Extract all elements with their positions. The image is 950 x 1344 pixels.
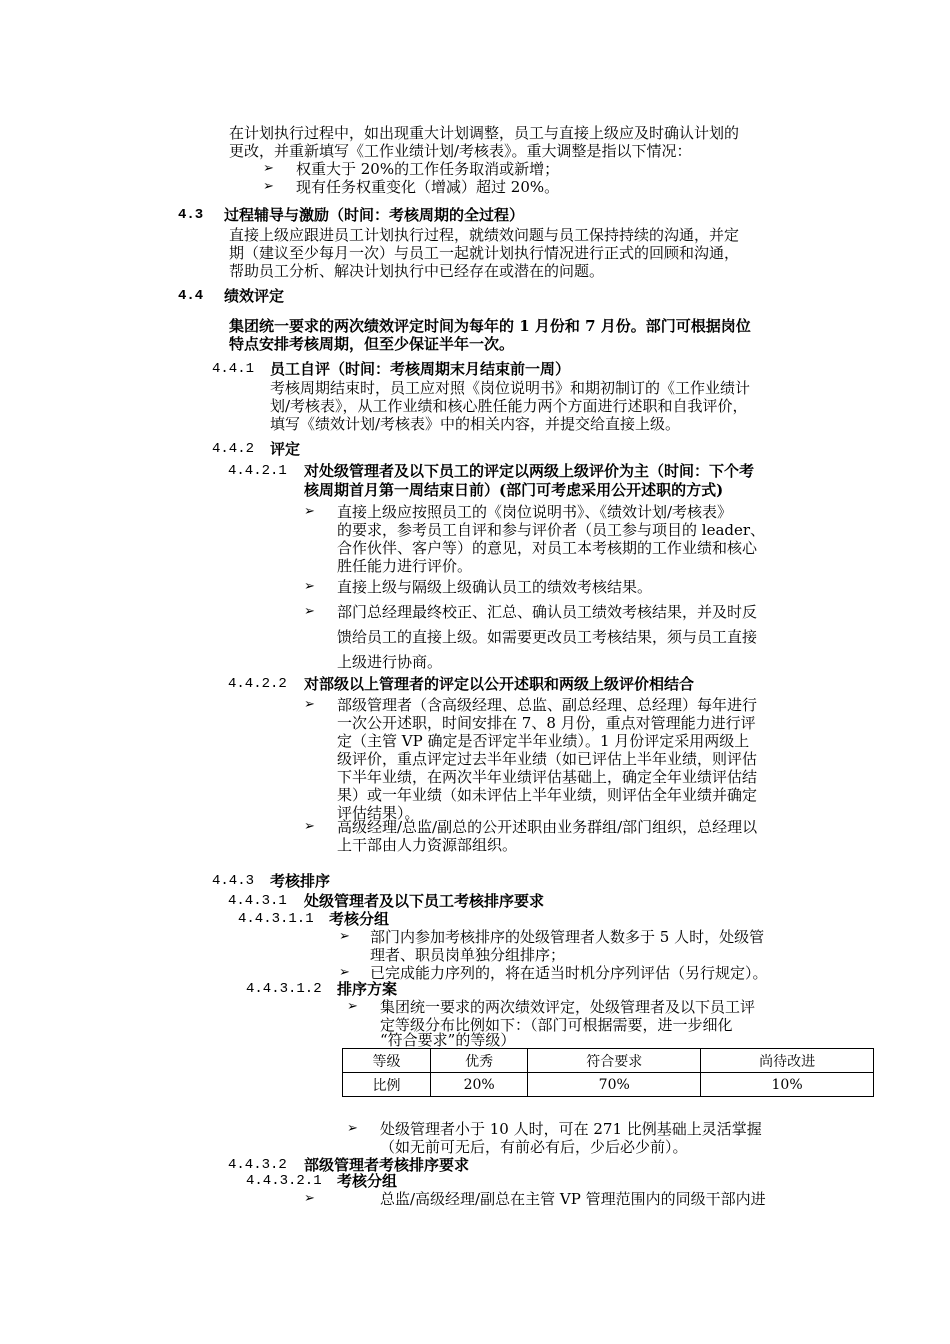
bullet-line: 总监/高级经理/副总在主管 VP 管理范围内的同级干部内进 [380, 1190, 766, 1208]
bullet-line: 部门总经理最终校正、汇总、确认员工绩效考核结果，并及时反 [337, 603, 758, 621]
paragraph-line: 集团统一要求的两次绩效评定时间为每年的 1 月份和 7 月份。部门可根据岗位 [229, 317, 751, 335]
section-number: 4.4.3.2 [228, 1157, 287, 1173]
bullet-line: 部门内参加考核排序的处级管理者人数多于 5 人时，处级管 [370, 928, 765, 946]
arrow-bullet-icon: ➢ [263, 161, 274, 176]
section-number: 4.4.1 [212, 361, 255, 377]
table-cell: 20% [430, 1073, 527, 1097]
bullet-line: 直接上级应按照员工的《岗位说明书》、《绩效计划/考核表》 [337, 503, 733, 521]
table-row [343, 1049, 874, 1073]
arrow-bullet-icon: ➢ [304, 1191, 315, 1206]
section-heading: 评定 [270, 440, 301, 458]
bullet-line: 的要求，参考员工自评和参与评价者（员工参与项目的 leader、 [337, 521, 766, 539]
paragraph-line: 填写《绩效计划/考核表》中的相关内容，并提交给直接上级。 [270, 415, 681, 433]
bullet-line: 直接上级与隔级上级确认员工的绩效考核结果。 [337, 578, 653, 596]
arrow-bullet-icon: ➢ [263, 179, 274, 194]
table-cell: 70% [528, 1073, 701, 1097]
grade-distribution-table [342, 1048, 874, 1097]
bullet-line: 评估结果）。 [337, 804, 420, 822]
section-number: 4.4.3.1.2 [246, 981, 322, 997]
section-number: 4.4.3.1 [228, 893, 287, 909]
arrow-bullet-icon: ➢ [304, 819, 315, 834]
table-header-cell: 等级 [343, 1049, 431, 1073]
bullet-line: 上干部由人力资源部组织。 [337, 836, 518, 854]
bullet-line: （如无前可无后，有前必有后，少后必少前）。 [380, 1138, 688, 1156]
intro-line-2: 更改，并重新填写《工作业绩计划/考核表》。重大调整是指以下情况： [229, 142, 692, 160]
arrow-bullet-icon: ➢ [339, 965, 350, 980]
bullet-line: 胜任能力进行评价。 [337, 557, 473, 575]
bullet-line: 上级进行协商。 [337, 653, 443, 671]
bullet-line: 合作伙伴、客户等）的意见，对员工本考核期的工作业绩和核心 [337, 539, 758, 557]
section-number: 4.4.2.2 [228, 676, 287, 692]
arrow-bullet-icon: ➢ [347, 1121, 358, 1136]
section-heading: 对部级以上管理者的评定以公开述职和两级上级评价相结合 [304, 675, 695, 693]
section-heading: 考核分组 [329, 910, 390, 928]
bullet-line: 下半年业绩，在两次半年业绩评估基础上，确定全年业绩评估结 [337, 768, 758, 786]
section-heading: 部级管理者考核排序要求 [304, 1156, 470, 1174]
bullet-line: 一次公开述职，时间安排在 7、8 月份，重点对管理能力进行评 [337, 714, 756, 732]
table-cell: 比例 [343, 1073, 431, 1097]
arrow-bullet-icon: ➢ [347, 999, 358, 1014]
paragraph-line: 考核周期结束时，员工应对照《岗位说明书》和期初制订的《工作业绩计 [270, 379, 751, 397]
section-heading: 处级管理者及以下员工考核排序要求 [304, 892, 545, 910]
paragraph-line: 期（建议至少每月一次）与员工一起就计划执行情况进行正式的回顾和沟通， [229, 244, 740, 262]
paragraph-line: 直接上级应跟进员工计划执行过程，就绩效问题与员工保持持续的沟通，并定 [229, 226, 740, 244]
section-heading: 考核排序 [270, 872, 331, 890]
bullet-line: 已完成能力序列的，将在适当时机分序列评估（另行规定）。 [370, 964, 768, 982]
section-number: 4.4.2 [212, 441, 255, 457]
bullet-line: 级评价，重点评定过去半年业绩（如已评估上半年业绩，则评估 [337, 750, 758, 768]
section-number: 4.4 [178, 288, 204, 304]
table-header-cell: 符合要求 [528, 1049, 701, 1073]
section-number: 4.4.3.1.1 [238, 911, 314, 927]
bullet-line: 定等级分布比例如下：（部门可根据需要，进一步细化 [380, 1016, 733, 1034]
bullet-line: 定（主管 VP 确定是否评定半年业绩）。1 月份评定采用两级上 [337, 732, 750, 750]
section-heading: 对处级管理者及以下员工的评定以两级上级评价为主（时间：下个考 [304, 462, 755, 480]
paragraph-line: 帮助员工分析、解决计划执行中已经存在或潜在的问题。 [229, 262, 605, 280]
table-header-cell: 优秀 [430, 1049, 527, 1073]
bullet-line: 高级经理/总监/副总的公开述职由业务群组/部门组织，总经理以 [337, 818, 758, 836]
section-number: 4.3 [178, 207, 204, 223]
section-heading: 员工自评（时间：考核周期末月结束前一周） [270, 360, 571, 378]
section-heading: 考核分组 [337, 1172, 398, 1190]
bullet-line: 集团统一要求的两次绩效评定，处级管理者及以下员工评 [380, 998, 756, 1016]
bullet-line: 处级管理者小于 10 人时，可在 271 比例基础上灵活掌握 [380, 1120, 762, 1138]
intro-line-1: 在计划执行过程中，如出现重大计划调整，员工与直接上级应及时确认计划的 [229, 124, 740, 142]
paragraph-line: 划/考核表》，从工作业绩和核心胜任能力两个方面进行述职和自我评价， [270, 397, 748, 415]
section-heading: 过程辅导与激励（时间：考核周期的全过程） [224, 206, 525, 224]
arrow-bullet-icon: ➢ [304, 504, 315, 519]
bullet-line: 理者、职员岗单独分组排序； [370, 946, 566, 964]
intro-bullet-2: 现有任务权重变化（增减）超过 20%。 [296, 178, 560, 196]
arrow-bullet-icon: ➢ [304, 579, 315, 594]
bullet-line: 果）或一年业绩（如未评估上半年业绩，则评估全年业绩并确定 [337, 786, 758, 804]
bullet-line: “符合要求”的等级） [380, 1031, 516, 1049]
section-heading: 绩效评定 [224, 287, 285, 305]
section-number: 4.4.2.1 [228, 463, 287, 479]
table-row [343, 1073, 874, 1097]
bullet-line: 部级管理者（含高级经理、总监、副总经理、总经理）每年进行 [337, 696, 758, 714]
bullet-line: 馈给员工的直接上级。如需要更改员工考核结果，须与员工直接 [337, 628, 758, 646]
table-header-cell: 尚待改进 [701, 1049, 874, 1073]
section-heading: 核周期首月第一周结束日前）(部门可考虑采用公开述职的方式) [304, 481, 724, 499]
table-cell: 10% [701, 1073, 874, 1097]
section-number: 4.4.3.2.1 [246, 1173, 322, 1189]
paragraph-line: 特点安排考核周期，但至少保证半年一次。 [229, 335, 515, 353]
arrow-bullet-icon: ➢ [339, 929, 350, 944]
intro-bullet-1: 权重大于 20%的工作任务取消或新增； [296, 160, 560, 178]
arrow-bullet-icon: ➢ [304, 604, 315, 619]
section-number: 4.4.3 [212, 873, 255, 889]
section-heading: 排序方案 [337, 980, 398, 998]
arrow-bullet-icon: ➢ [304, 697, 315, 712]
